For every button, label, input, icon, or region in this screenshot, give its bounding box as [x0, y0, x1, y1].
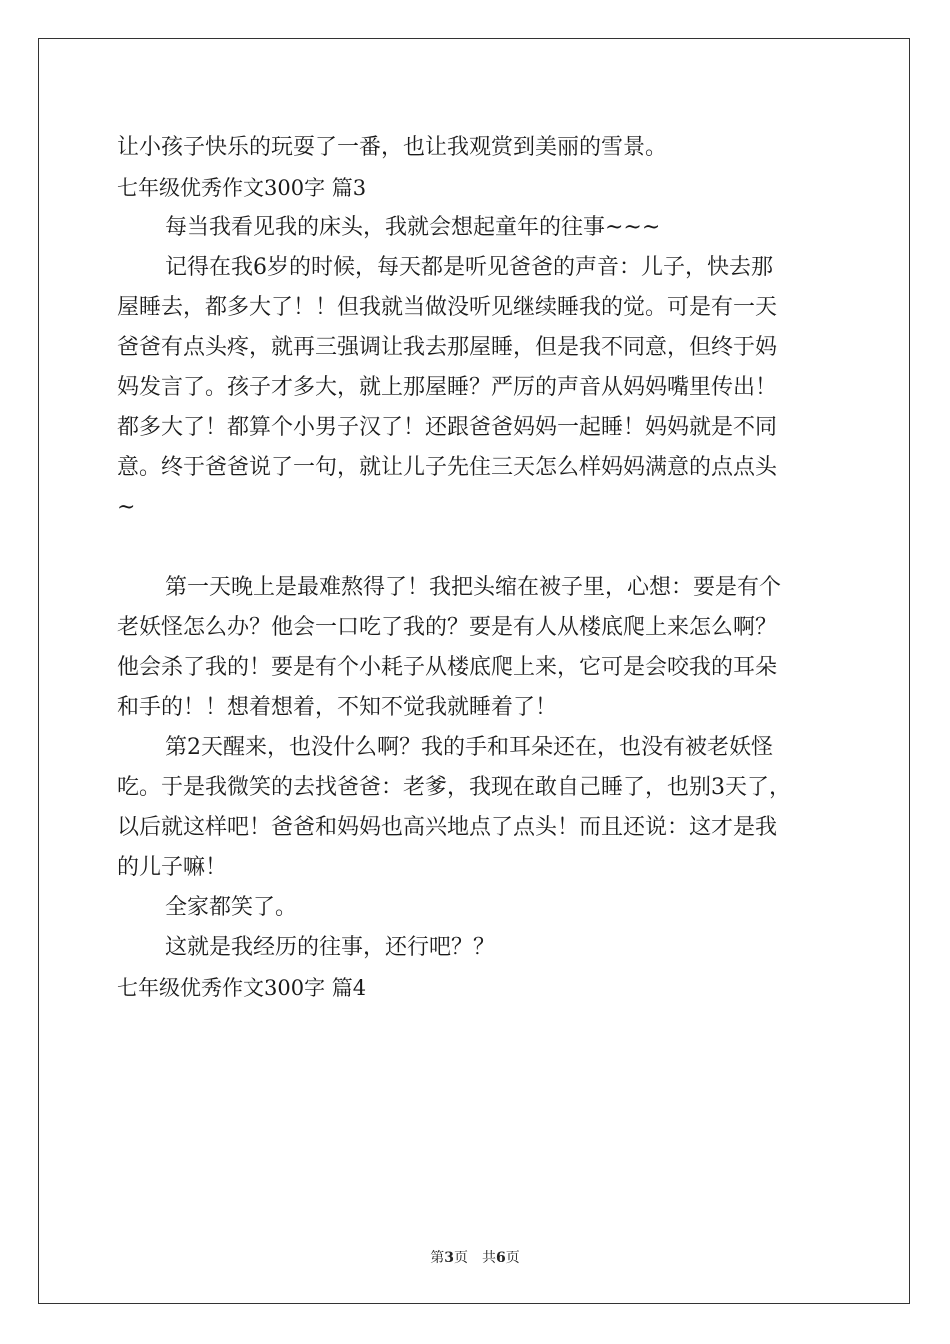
page-current: 3 [444, 1250, 454, 1266]
page-suffix: 页 [454, 1250, 468, 1266]
paragraph-line: ~ [117, 495, 136, 520]
page-total: 6 [496, 1250, 506, 1266]
paragraph-line: 以后就这样吧！爸爸和妈妈也高兴地点了点头！而且还说：这才是我 [117, 815, 778, 840]
paragraph-line: 让小孩子快乐的玩耍了一番，也让我观赏到美丽的雪景。 [117, 135, 668, 160]
paragraph-line: 每当我看见我的床头，我就会想起童年的往事~~~ [165, 215, 661, 240]
paragraph-line: 老妖怪怎么办？他会一口吃了我的？要是有人从楼底爬上来怎么啊？ [117, 615, 778, 640]
paragraph-line: 全家都笑了。 [165, 895, 298, 920]
page-prefix: 第 [430, 1250, 445, 1266]
paragraph-line: 都多大了！都算个小男子汉了！还跟爸爸妈妈一起睡！妈妈就是不同 [117, 415, 778, 440]
paragraph-line: 他会杀了我的！要是有个小耗子从楼底爬上来，它可是会咬我的耳朵 [117, 655, 778, 680]
page-footer [0, 1247, 950, 1267]
section-heading: 七年级优秀作文300字 篇3 [117, 176, 367, 200]
paragraph-line: 屋睡去，都多大了！！但我就当做没听见继续睡我的觉。可是有一天 [117, 295, 778, 320]
paragraph-line: 的儿子嘛！ [117, 855, 228, 880]
paragraph-line: 这就是我经历的往事，还行吧？？ [165, 935, 496, 960]
paragraph-line: 爸爸有点头疼，就再三强调让我去那屋睡，但是我不同意，但终于妈 [117, 335, 778, 360]
document-body [117, 128, 837, 1008]
paragraph-line: 第2天醒来，也没什么啊？我的手和耳朵还在，也没有被老妖怪 [165, 735, 773, 760]
paragraph-line: 和手的！！想着想着，不知不觉我就睡着了！ [117, 695, 558, 720]
paragraph-line: 记得在我6岁的时候，每天都是听见爸爸的声音：儿子，快去那 [165, 255, 773, 280]
section-heading: 七年级优秀作文300字 篇4 [117, 976, 367, 1000]
total-suffix: 页 [505, 1250, 520, 1266]
paragraph-line: 第一天晚上是最难熬得了！我把头缩在被子里，心想：要是有个 [165, 575, 782, 600]
blank-line [117, 528, 837, 568]
paragraph-line: 意。终于爸爸说了一句，就让儿子先住三天怎么样妈妈满意的点点头 [117, 455, 778, 480]
paragraph-line: 吃。于是我微笑的去找爸爸：老爹，我现在敢自己睡了，也别3天了， [117, 775, 791, 800]
total-prefix: 共 [482, 1250, 496, 1266]
paragraph-line: 妈发言了。孩子才多大，就上那屋睡？严厉的声音从妈妈嘴里传出！ [117, 375, 778, 400]
